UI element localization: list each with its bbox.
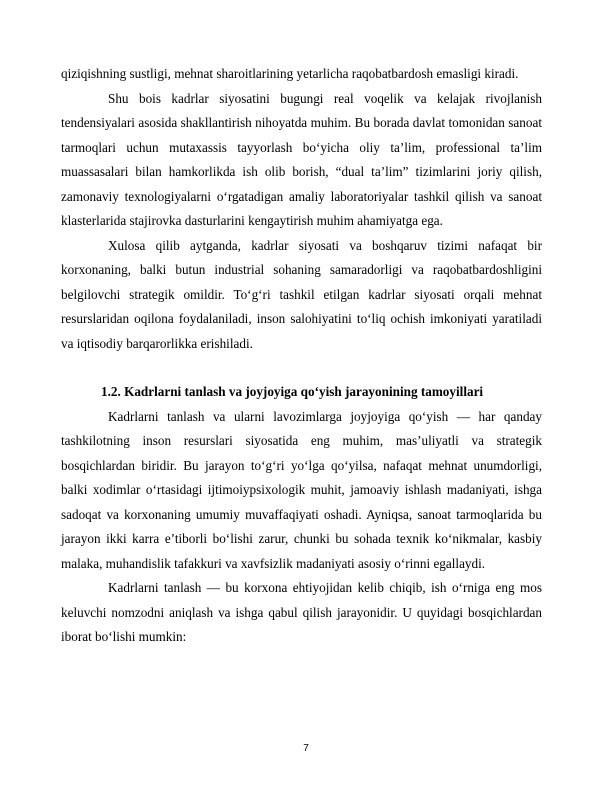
section-spacer [61, 356, 542, 380]
document-page [61, 62, 542, 650]
paragraph-conclusion: Xulosa qilib aytganda, kadrlar siyosati va boshqaruv tizimi nafaqat bir korxonaning, balki butun industrial sohaning samaradorligi va raqobatbardoshligini belgilovchi strategik omildir. To‘g‘ri tashkil etilgan kadrlar siyosati orqali mehnat resurslaridan oqilona foydalaniladi, inson salohiyatini to‘liq ochish imkoniyati yaratiladi va iqtisodiy barqarorlikka erishiladi. [61, 237, 542, 351]
section-heading: 1.2. Kadrlarni tanlash va joyjoyiga qo‘yish jarayonining tamoyillari [101, 384, 484, 399]
page-number: 7 [303, 743, 309, 754]
paragraph-selection-definition: Kadrlarni tanlash — bu korxona ehtiyojidan kelib chiqib, ish o‘rniga eng mos keluvchi nomzodni aniqlash va ishga qabul qilish jarayonidir. U quyidagi bosqichlardan iborat bo‘lishi mumkin: [61, 580, 542, 644]
paragraph-selection-importance: Kadrlarni tanlash va ularni lavozimlarga joyjoyiga qo‘yish — har qanday tashkilotning inson resurslari siyosatida eng muhim, mas’uliyatli va strategik bosqichlardan biridir. Bu jarayon to‘g‘ri yo‘lga qo‘yilsa, nafaqat mehnat unumdorligi, balki xodimlar o‘rtasidagi ijtimoiypsixologik muhit, jamoaviy ishlash madaniyati, ishga sadoqat va korxonaning umumiy muvaffaqiyati oshadi. Ayniqsa, sanoat tarmoqlarida bu jarayon ikki karra e’tiborli bo‘lishi zarur, chunki bu sohada texnik ko‘nikmalar, kasbiy malaka, muhandislik tafakkuri va xavfsizlik madaniyati asosiy o‘rinni egallaydi. [61, 408, 542, 571]
paragraph-personnel-policy: Shu bois kadrlar siyosatini bugungi real voqelik va kelajak rivojlanish tendensiyalari asosida shakllantirish nihoyatda muhim. Bu borada davlat tomonidan sanoat tarmoqlari uchun mutaxassis tayyorlash bo‘yicha oliy ta’lim, professional ta’lim muassasalari bilan hamkorlikda ish olib borish, “dual ta’lim” tizimlarini joriy qilish, zamonaviy texnologiyalarni o‘rgatadigan amaliy laboratoriyalar tashkil qilish va sanoat klasterlarida stajirovka dasturlarini kengaytirish muhim ahamiyatga ega. [61, 90, 542, 228]
paragraph-continuation: qiziqishning sustligi, mehnat sharoitlarining yetarlicha raqobatbardosh emasligi kiradi. [61, 66, 519, 81]
